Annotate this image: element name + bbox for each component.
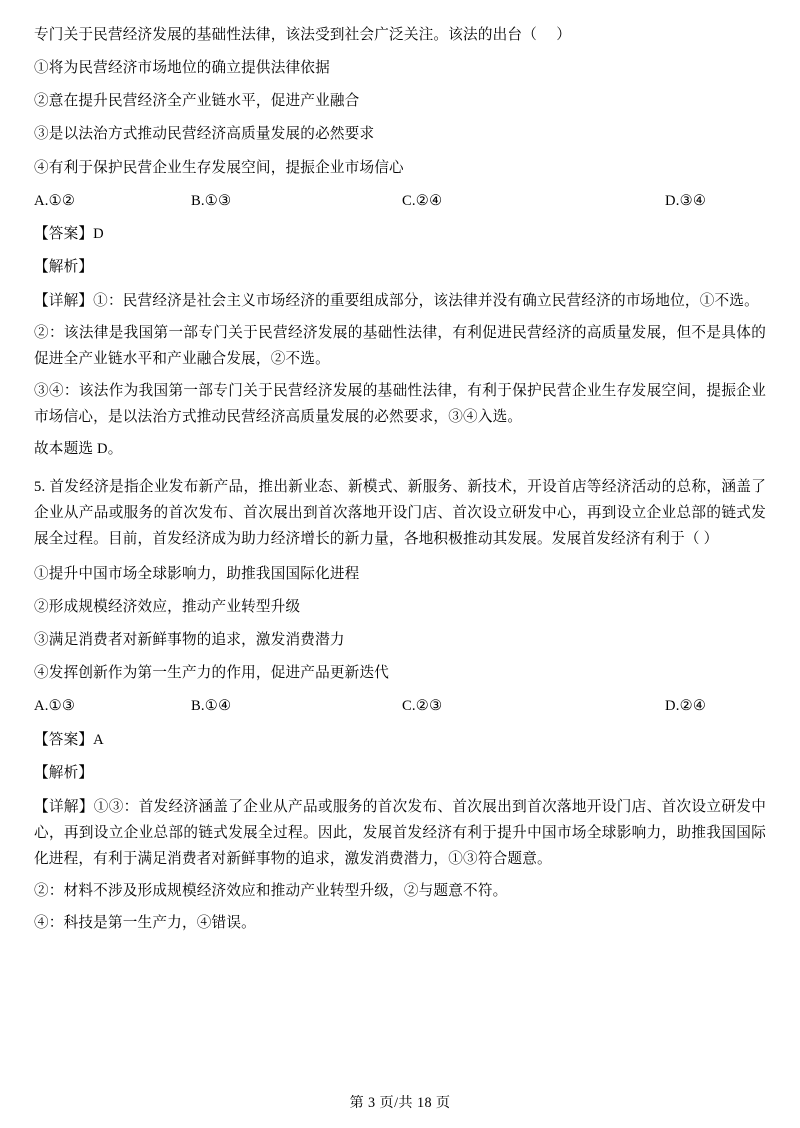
question-5-detail-1: 【详解】①③：首发经济涵盖了企业从产品或服务的首次发布、首次展出到首次落地开设门店、首次设立研发中心，再到设立企业总部的链式发展全过程。因此，发展首发经济有利于提升中国市场全球影响力，助推我国国际化进程，有利于满足消费者对新鲜事物的追求，激发消费潜力，①③符合题意。 [34,798,766,867]
question-5-option-2: ②形成规模经济效应，推动产业转型升级 [34,598,301,615]
question-5-detail-3: ④：科技是第一生产力，④错误。 [34,914,256,931]
question-4-choice-d: D.③④ [665,192,707,209]
question-5-choice-b: B.①④ [191,698,232,715]
question-5-choices-row [34,695,766,719]
question-4-analysis-label: 【解析】 [34,258,94,275]
question-4-choice-c: C.②④ [402,192,443,209]
question-5-option-1: ①提升中国市场全球影响力，助推我国国际化进程 [34,565,360,582]
question-4-detail-3: ③④：该法作为我国第一部专门关于民营经济发展的基础性法律，有利于保护民营企业生存发展空间，提振企业市场信心，是以法治方式推动民营经济高质量发展的必然要求，③④入选。 [34,383,766,425]
question-4-block [34,24,766,463]
question-4-detail-4: 故本题选 D。 [34,440,123,457]
question-5-option-3: ③满足消费者对新鲜事物的追求，激发消费潜力 [34,632,345,649]
question-5-choice-c: C.②③ [402,698,443,715]
question-5-choice-a: A.①③ [34,698,76,715]
question-5-option-4: ④发挥创新作为第一生产力的作用，促进产品更新迭代 [34,665,390,682]
question-4-detail-2: ②：该法律是我国第一部专门关于民营经济发展的基础性法律，有利促进民营经济的高质量发展，但不是具体的促进全产业链水平和产业融合发展，②不选。 [34,325,766,368]
question-4-option-4: ④有利于保护民营企业生存发展空间，提振企业市场信心 [34,159,404,176]
question-5-stem: 5. 首发经济是指企业发布新产品，推出新业态、新模式、新服务、新技术，开设首店等经济活动的总称，涵盖了企业从产品或服务的首次发布、首次展出到首次落地开设门店、首次设立研发中心，再到设立企业总部的链式发展全过程。目前，首发经济成为助力经济增长的新力量，各地积极推动其发展。发展首发经济有利于（ ） [34,478,766,547]
question-5-analysis-label: 【解析】 [34,764,94,781]
question-4-option-1: ①将为民营经济市场地位的确立提供法律依据 [34,60,330,77]
question-4-option-2: ②意在提升民营经济全产业链水平，促进产业融合 [34,93,360,110]
question-4-detail-1: 【详解】①：民营经济是社会主义市场经济的重要组成部分，该法律并没有确立民营经济的市场地位，①不选。 [34,293,759,310]
page-footer: 第 3 页/共 18 页 [349,1095,451,1111]
question-5-detail-2: ②：材料不涉及形成规模经济效应和推动产业转型升级，②与题意不符。 [34,882,508,899]
question-4-answer: 【答案】D [34,225,104,242]
question-4-choice-a: A.①② [34,192,76,209]
question-5-block [34,475,766,937]
block-spacer [34,469,766,473]
question-4-option-3: ③是以法治方式推动民营经济高质量发展的必然要求 [34,126,375,143]
question-4-stem-tail: 专门关于民营经济发展的基础性法律，该法受到社会广泛关注。该法的出台（ ） [34,27,572,43]
question-5-answer: 【答案】A [34,731,104,748]
question-4-choices-row [34,190,766,214]
question-5-choice-d: D.②④ [665,698,707,715]
question-4-choice-b: B.①③ [191,192,232,209]
